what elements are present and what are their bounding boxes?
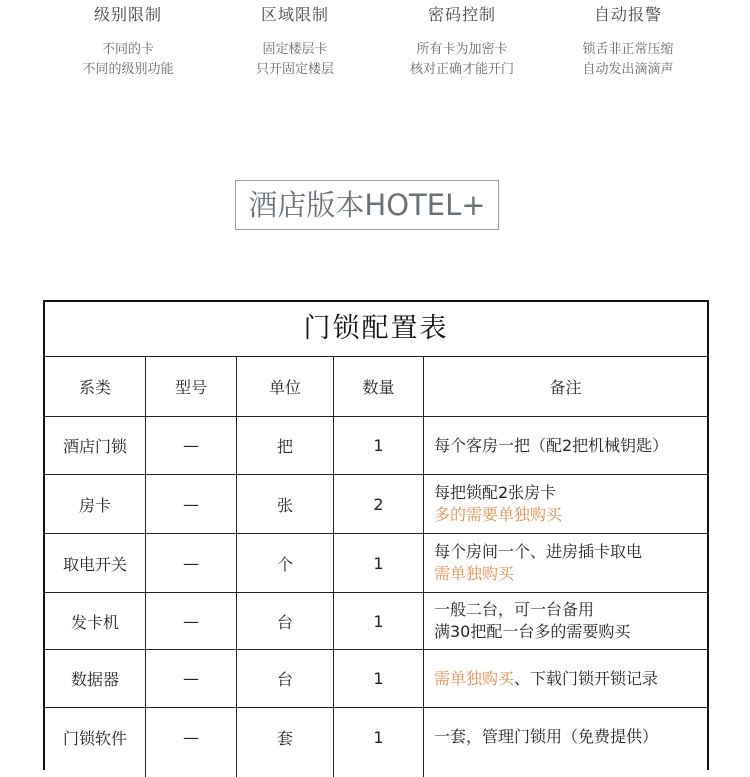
feature-level-limit (43, 4, 213, 80)
remark-highlight: 需单独购买 (434, 564, 515, 583)
feature-title: 密码控制 (427, 5, 496, 24)
cell-remarks (424, 475, 707, 533)
cell-model: — (183, 494, 199, 514)
feature-title: 自动报警 (593, 5, 662, 24)
hotel-version-banner: 酒店版本HOTEL+ (235, 180, 499, 230)
cell-remarks (424, 708, 707, 766)
cell-model: — (183, 436, 199, 455)
cell-model: — (183, 727, 199, 747)
feature-strip (0, 0, 750, 90)
remark-text: 、下载门锁开锁记录 (514, 668, 659, 688)
feature-area-limit (210, 4, 380, 80)
cell-remarks (424, 650, 707, 707)
remark-highlight: 需单独购买 (434, 668, 515, 688)
cell-unit: 张 (276, 495, 293, 515)
header-quantity: 数量 (362, 378, 395, 397)
cell-quantity: 2 (373, 494, 384, 514)
cell-quantity: 1 (373, 669, 384, 688)
remark-text: 一套，管理门锁用（免费提供） (434, 727, 659, 746)
cell-unit: 把 (276, 437, 293, 456)
cell-remarks (424, 534, 707, 592)
cell-unit: 个 (276, 554, 293, 574)
cell-model: — (183, 553, 199, 573)
cell-model: — (183, 611, 199, 631)
feature-title: 级别限制 (93, 5, 162, 24)
lock-config-table (43, 300, 709, 770)
cell-unit: 台 (276, 612, 293, 632)
feature-desc-line: 自动发出滴滴声 (582, 62, 674, 77)
header-model: 型号 (174, 378, 207, 397)
cell-category: 数据器 (70, 670, 119, 689)
cell-category: 门锁软件 (62, 728, 127, 748)
feature-desc-line: 核对正确才能开门 (409, 62, 514, 77)
feature-desc-line: 所有卡为加密卡 (416, 42, 508, 57)
cell-remarks (424, 417, 707, 474)
header-unit: 单位 (268, 378, 301, 397)
feature-title: 区域限制 (260, 5, 329, 24)
cell-unit: 套 (276, 728, 293, 748)
cell-quantity: 1 (373, 727, 384, 747)
cell-unit: 台 (276, 670, 293, 689)
feature-password-control (377, 4, 547, 80)
header-remarks: 备注 (549, 378, 582, 397)
feature-auto-alarm (543, 4, 713, 80)
remark-text: 每个客房一把（配2把机械钥匙） (434, 435, 669, 455)
cell-category: 发卡机 (70, 612, 119, 632)
remark-highlight: 多的需要单独购买 (434, 505, 563, 524)
cell-quantity: 1 (373, 436, 384, 455)
cell-category: 房卡 (78, 495, 111, 515)
remark-text: 每个房间一个、进房插卡取电 (434, 542, 643, 561)
remark-text: 一般二台，可一台备用 (434, 600, 595, 619)
cell-category: 酒店门锁 (62, 437, 127, 456)
cell-model: — (183, 669, 199, 688)
header-category: 系类 (78, 378, 111, 397)
feature-desc-line: 锁舌非正常压缩 (582, 42, 674, 57)
feature-desc-line: 不同的级别功能 (82, 62, 174, 77)
cell-quantity: 1 (373, 611, 384, 631)
cell-category: 取电开关 (62, 554, 127, 574)
cell-quantity: 1 (373, 553, 384, 573)
feature-desc-line: 固定楼层卡 (262, 42, 328, 57)
remark-text: 每把锁配2张房卡 (434, 483, 557, 502)
feature-desc-line: 只开固定楼层 (255, 62, 334, 77)
remark-text-second-line: 满30把配一台多的需要购买 (434, 622, 631, 641)
table-title: 门锁配置表 (45, 302, 707, 357)
cell-remarks (424, 593, 707, 649)
feature-desc-line: 不同的卡 (101, 42, 154, 57)
